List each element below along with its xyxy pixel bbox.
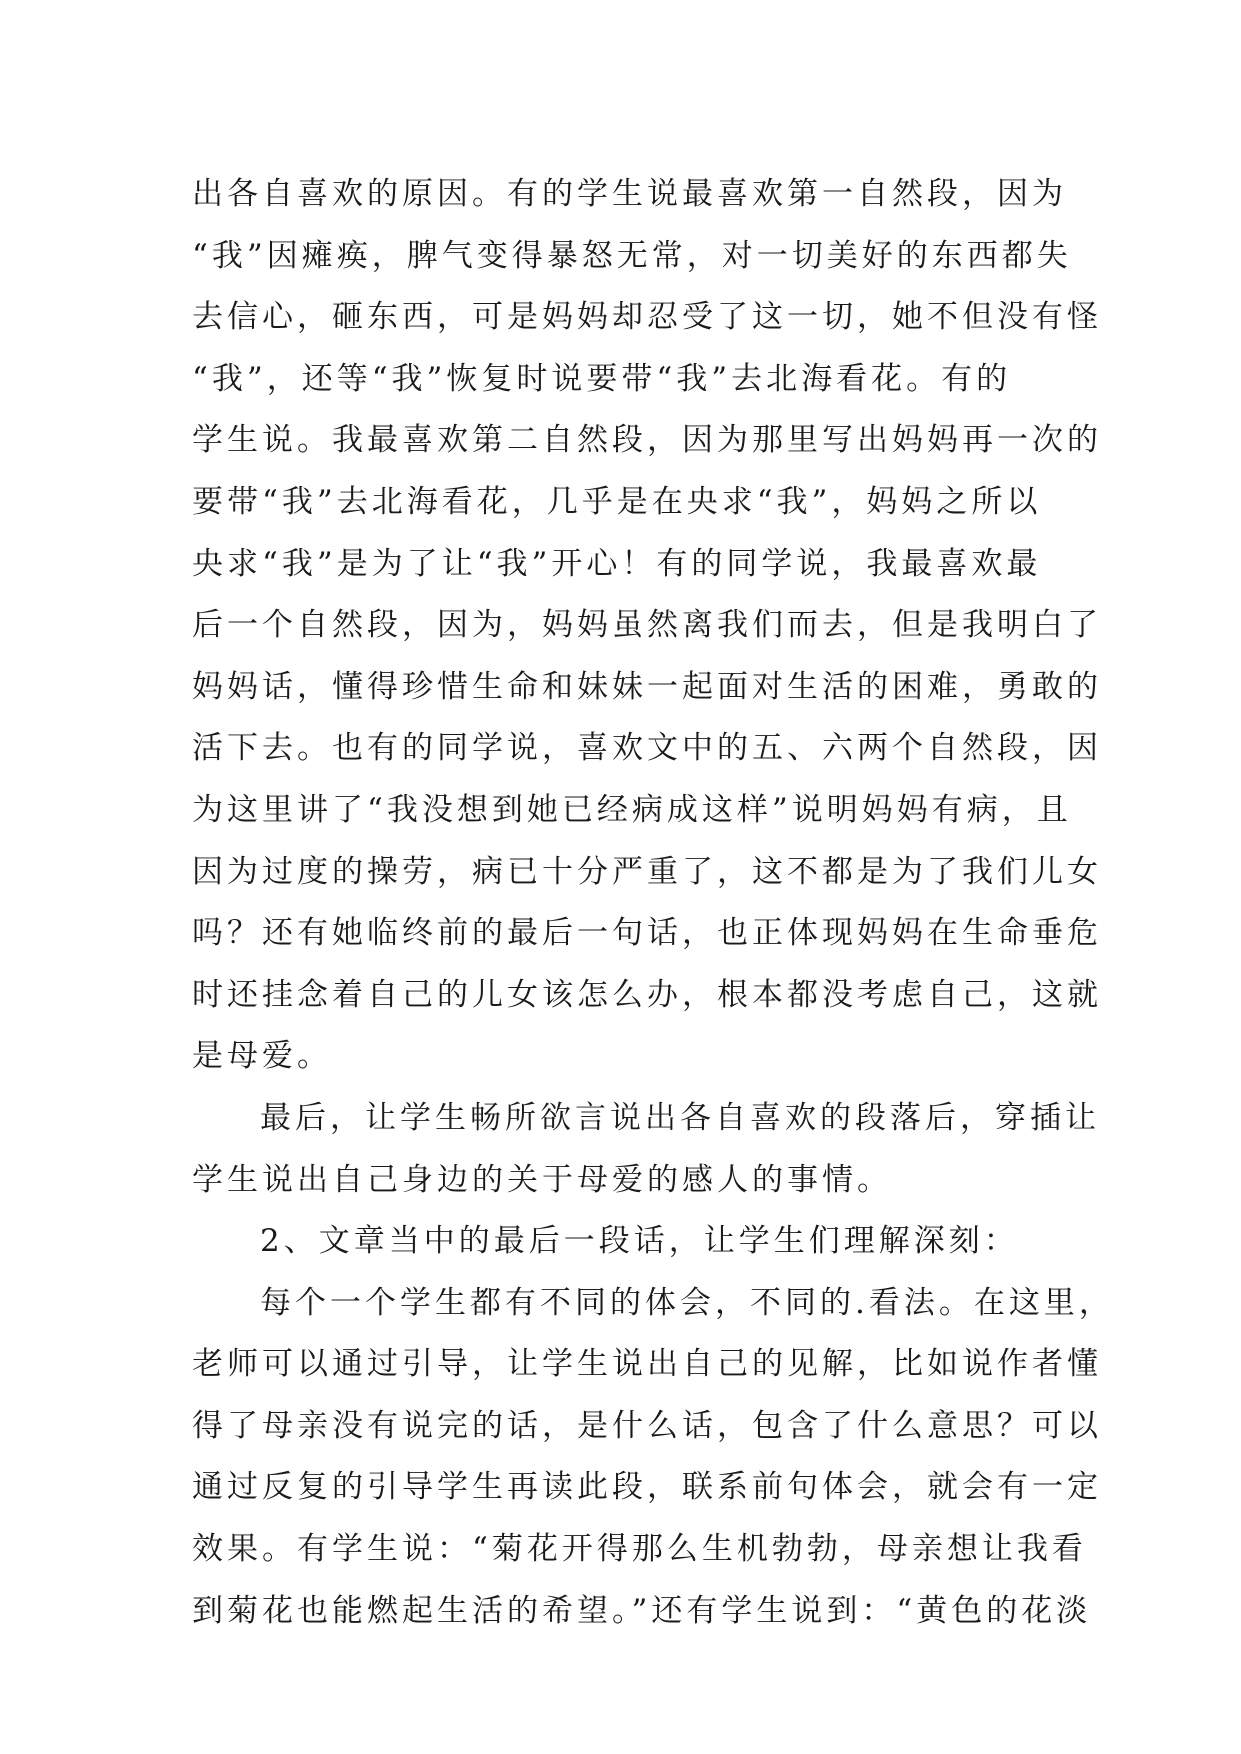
text-line: 后一个自然段，因为，妈妈虽然离我们而去，但是我明白了 [192,607,1102,644]
paragraph-first-line: 每个一个学生都有不同的体会，不同的.看法。在这里， [260,1284,1114,1321]
section-heading: 2、文章当中的最后一段话，让学生们理解深刻： [260,1223,1019,1260]
paragraph-first-line: 最后，让学生畅所欲言说出各自喜欢的段落后，穿插让 [260,1099,1100,1136]
text-line: “我”，还等“我”恢复时说要带“我”去北海看花。有的 [192,360,1012,397]
body-text [192,164,1114,1642]
text-line: 因为过度的操劳，病已十分严重了，这不都是为了我们儿女 [192,853,1102,890]
text-line: 到菊花也能燃起生活的希望。”还有学生说到：“黄色的花淡 [192,1592,1092,1629]
text-line: 是母爱。 [192,1038,332,1075]
text-line: 为这里讲了“我没想到她已经病成这样”说明妈妈有病，且 [192,791,1072,828]
text-line: 老师可以通过引导，让学生说出自己的见解，比如说作者懂 [192,1346,1102,1383]
text-line: 通过反复的引导学生再读此段，联系前句体会，就会有一定 [192,1469,1102,1506]
text-line: 时还挂念着自己的儿女该怎么办，根本都没考虑自己，这就 [192,976,1102,1013]
text-line: 央求“我”是为了让“我”开心！有的同学说，我最喜欢最 [192,545,1042,582]
text-line: 去信心，砸东西，可是妈妈却忍受了这一切，她不但没有怪 [192,299,1102,336]
text-line: 吗？还有她临终前的最后一句话，也正体现妈妈在生命垂危 [192,915,1102,952]
text-line: “我”因瘫痪，脾气变得暴怒无常，对一切美好的东西都失 [192,237,1072,274]
text-line: 活下去。也有的同学说，喜欢文中的五、六两个自然段，因 [192,730,1102,767]
text-line: 学生说。我最喜欢第二自然段，因为那里写出妈妈再一次的 [192,422,1102,459]
text-line: 要带“我”去北海看花，几乎是在央求“我”，妈妈之所以 [192,483,1042,520]
text-line: 学生说出自己身边的关于母爱的感人的事情。 [192,1161,892,1198]
text-line: 效果。有学生说：“菊花开得那么生机勃勃，母亲想让我看 [192,1531,1087,1568]
text-line: 妈妈话，懂得珍惜生命和妹妹一起面对生活的困难，勇敢的 [192,668,1102,705]
text-line: 出各自喜欢的原因。有的学生说最喜欢第一自然段，因为 [192,176,1067,212]
text-line: 得了母亲没有说完的话，是什么话，包含了什么意思？可以 [192,1407,1102,1444]
